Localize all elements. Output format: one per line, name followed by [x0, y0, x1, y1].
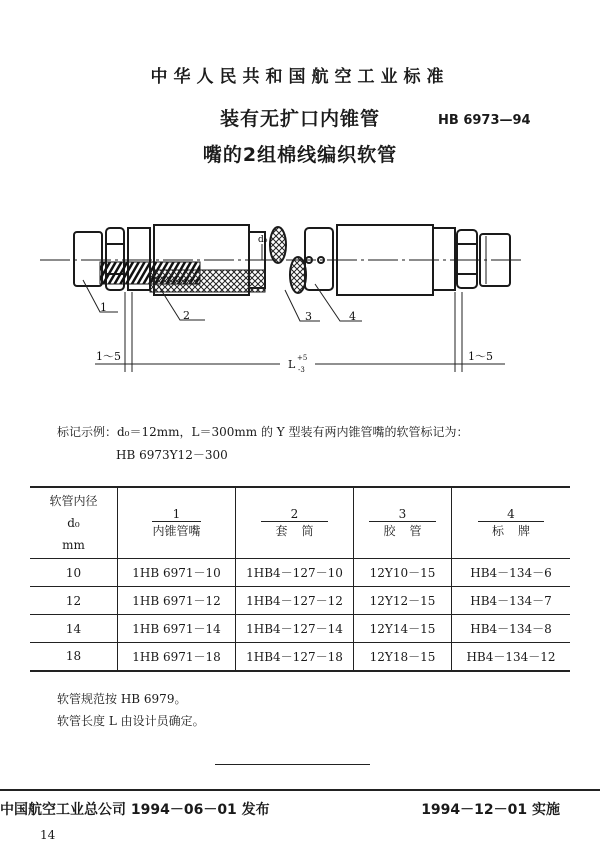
marking-example-code: HB 6973Y12－300 — [116, 448, 228, 462]
note-hose-spec: 软管规范按 HB 6979。 — [57, 692, 187, 706]
end-of-text-rule — [215, 764, 370, 765]
footer-divider — [0, 789, 600, 791]
callout-1: 1 — [100, 301, 107, 314]
standard-number: HB 6973—94 — [438, 113, 531, 128]
callout-2: 2 — [183, 309, 190, 322]
header-part-1: $\frac{1}{\text{内锥管嘴}}$ — [118, 487, 236, 559]
effective-date: 1994－12－01 实施 — [421, 802, 560, 818]
dim-left-gap: 1～5 — [96, 350, 121, 363]
callout-4: 4 — [349, 310, 356, 323]
dim-length-tol-upper: +5 — [297, 354, 308, 362]
document-title-line-1: 装有无扩口内锥管 — [219, 108, 380, 130]
diameter-label: d₀ — [258, 235, 268, 245]
issue-statement: 中国航空工业总公司 1994－06－01 发布 — [0, 802, 270, 818]
marking-example-text: 标记示例：d₀＝12mm，L＝300mm 的 Y 型装有两内锥管嘴的软管标记为： — [57, 425, 469, 439]
page-number: 14 — [40, 828, 56, 842]
parts-table — [30, 486, 570, 672]
dim-right-gap: 1～5 — [468, 350, 493, 363]
header-part-4: $\frac{4}{\text{标牌}}$ — [452, 487, 571, 559]
callout-3: 3 — [305, 310, 312, 323]
table-row: 18 1HB 6971－18 1HB4－127－18 12Y18－15 HB4－134－12 — [30, 643, 570, 671]
hose-assembly-drawing — [0, 200, 600, 380]
table-header-row — [30, 487, 570, 559]
header-hose-diameter: 软管内径 d₀ mm — [49, 494, 98, 552]
standard-organization: 中华人民共和国航空工业标准 — [150, 67, 450, 87]
table-row: 12 1HB 6971－12 1HB4－127－12 12Y12－15 HB4－134－7 — [30, 587, 570, 615]
document-title-line-2: 嘴的2组棉线编织软管 — [202, 144, 398, 166]
dim-length-tol-lower: -3 — [298, 366, 305, 374]
table-row: 10 1HB 6971－10 1HB4－127－10 12Y10－15 HB4－134－6 — [30, 559, 570, 587]
header-part-2: $\frac{2}{\text{套筒}}$ — [236, 487, 354, 559]
note-hose-length: 软管长度 L 由设计员确定。 — [57, 714, 205, 728]
header-part-3: $\frac{3}{\text{胶管}}$ — [354, 487, 452, 559]
table-row: 14 1HB 6971－14 1HB4－127－14 12Y14－15 HB4－134－8 — [30, 615, 570, 643]
dim-length: L — [288, 358, 296, 371]
